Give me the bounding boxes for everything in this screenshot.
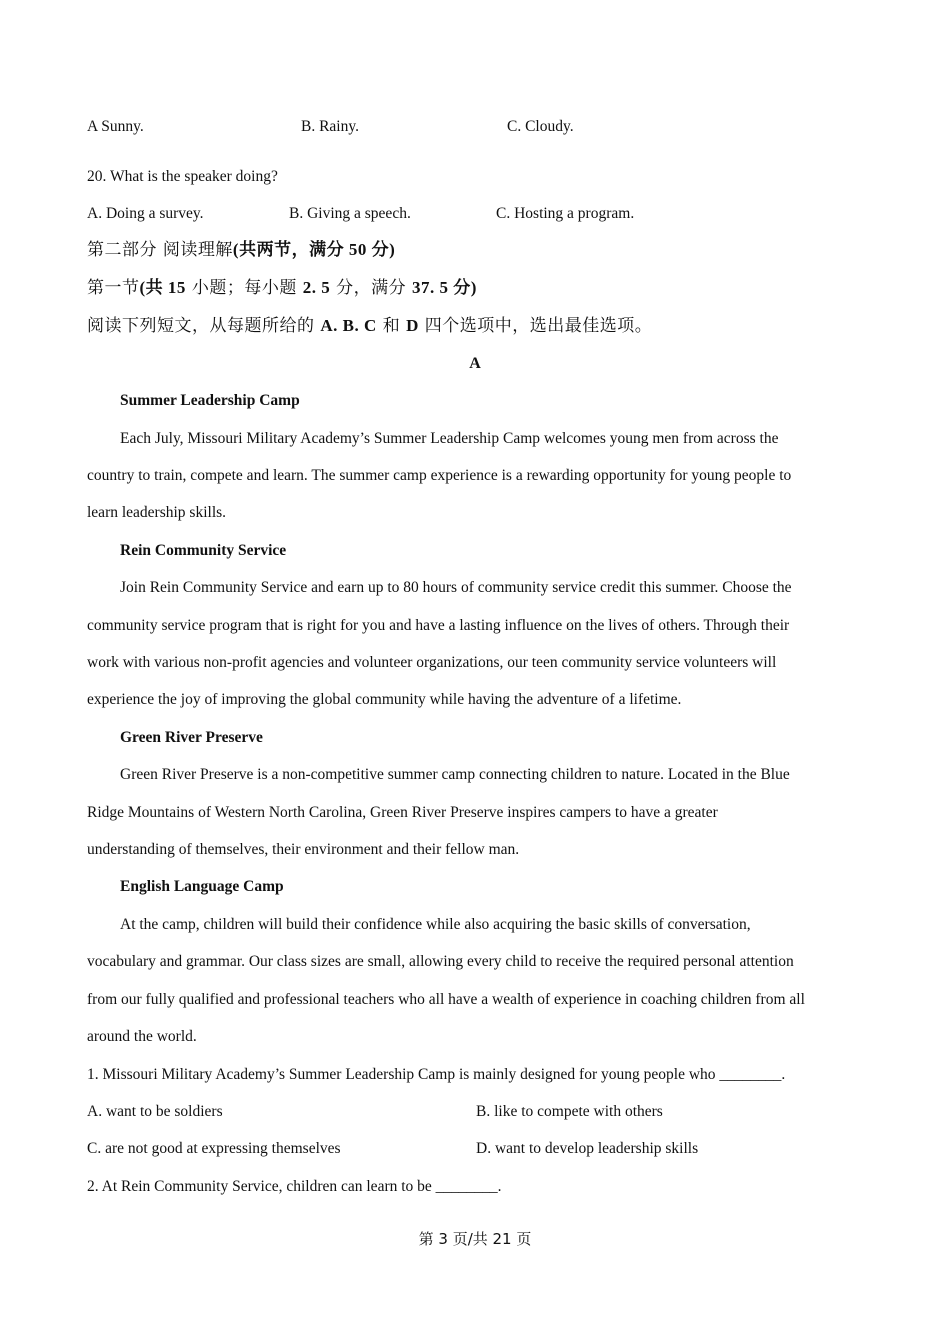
passage-label: A [469,355,481,372]
paragraph-line: vocabulary and grammar. Our class sizes are small, allowing every child to receive the required personal attention [87,953,794,970]
section-title: 第一节(共 15 小题；每小题 2. 5 分，满分 37. 5 分) [87,278,477,298]
part-title: 第二部分 阅读理解(共两节，满分 50 分) [87,240,396,260]
paragraph-line: work with various non-profit agencies and volunteer organizations, our teen community service volunteers will [87,654,777,671]
question-1: 1. Missouri Military Academy’s Summer Leadership Camp is mainly designed for young people who ________. [87,1066,786,1083]
heading-rein-community-service: Rein Community Service [120,542,287,559]
paragraph-line: community service program that is right for you and have a lasting influence on the lives of others. Through their [87,617,790,634]
paragraph-line: Each July, Missouri Military Academy’s Summer Leadership Camp welcomes young men from across the [120,430,779,447]
q1-option-a: A. want to be soldiers [87,1103,223,1120]
page-footer: 第 3 页/共 21 页 [418,1230,532,1248]
q19-option-c: C. Cloudy. [507,118,574,135]
paragraph-line: around the world. [87,1028,197,1045]
heading-english-language-camp: English Language Camp [120,878,284,895]
q20-option-a: A. Doing a survey. [87,205,204,222]
q19-option-a: A Sunny. [87,118,144,135]
paragraph-line: experience the joy of improving the global community while having the adventure of a lifetime. [87,691,682,708]
heading-summer-leadership-camp: Summer Leadership Camp [120,392,300,409]
paragraph-line: Ridge Mountains of Western North Carolina, Green River Preserve inspires campers to have a greater [87,804,718,821]
instruction: 阅读下列短文，从每题所给的 A. B. C 和 D 四个选项中，选出最佳选项。 [87,316,653,336]
q1-option-d: D. want to develop leadership skills [476,1140,699,1157]
paragraph-line: understanding of themselves, their environment and their fellow man. [87,841,520,858]
q19-option-b: B. Rainy. [301,118,359,135]
q20-option-b: B. Giving a speech. [289,205,411,222]
question-2: 2. At Rein Community Service, children can learn to be ________. [87,1178,502,1195]
paragraph-line: Green River Preserve is a non-competitive summer camp connecting children to nature. Located in the Blue [120,766,790,783]
paragraph-line: Join Rein Community Service and earn up to 80 hours of community service credit this summer. Choose the [120,579,792,596]
q20-question: 20. What is the speaker doing? [87,168,278,185]
heading-green-river-preserve: Green River Preserve [120,729,263,746]
q1-option-c: C. are not good at expressing themselves [87,1140,341,1157]
paragraph-line: from our fully qualified and professional teachers who all have a wealth of experience in coaching children from all [87,991,805,1008]
paragraph-line: learn leadership skills. [87,504,227,521]
paragraph-line: At the camp, children will build their confidence while also acquiring the basic skills of conversation, [120,916,751,933]
paragraph-line: country to train, compete and learn. The summer camp experience is a rewarding opportunity for young people to [87,467,792,484]
q1-option-b: B. like to compete with others [476,1103,663,1120]
q20-option-c: C. Hosting a program. [496,205,635,222]
